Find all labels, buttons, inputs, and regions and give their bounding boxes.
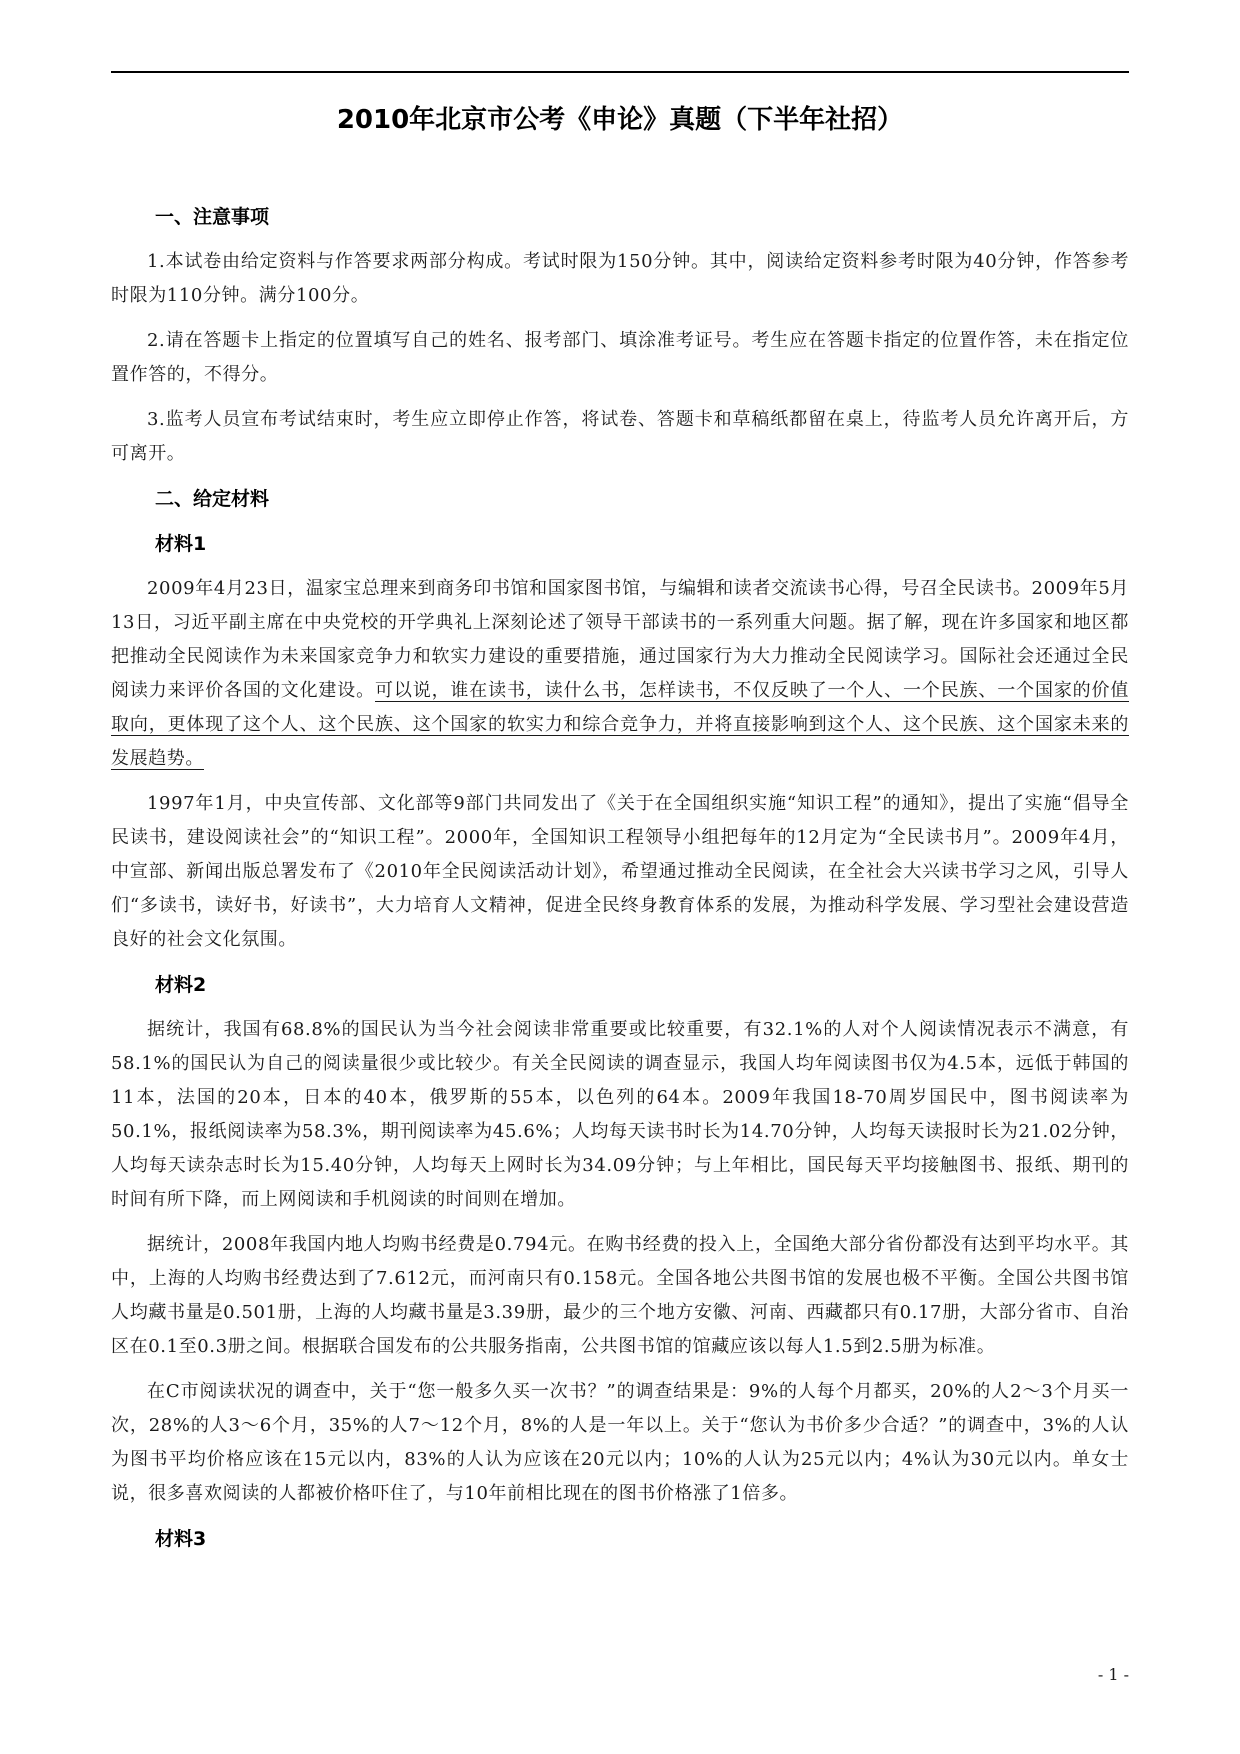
material-1-paragraph-1-text: 2009年4月23日，温家宝总理来到商务印书馆和国家图书馆，与编辑和读者交流读书心得，号召全民读书。2009年5月13日，习近平副主席在中央党校的开学典礼上深刻论述了领导干部读书的一系列重大问题。据了解，现在许多国家和地区都把推动全民阅读作为未来国家竞争力和软实力建设的重要措施，通过国家行为大力推动全民阅读学习。国际社会还通过全民阅读力来评价各国的文化建设。 <box>111 578 1129 701</box>
material-1-paragraph-2: 1997年1月，中央宣传部、文化部等9部门共同发出了《关于在全国组织实施“知识工程”的通知》，提出了实施“倡导全民读书，建设阅读社会”的“知识工程”。2000年，全国知识工程领导小组把每年的12月定为“全民读书月”。2009年4月，中宣部、新闻出版总署发布了《2010年全民阅读活动计划》，希望通过推动全民阅读，在全社会大兴读书学习之风，引导人们“多读书，读好书，好读书”，大力培育人文精神，促进全民终身教育体系的发展，为推动科学发展、学习型社会建设营造良好的社会文化氛围。 <box>111 793 1129 950</box>
material-1-underlined-sentence: 可以说，谁在读书，读什么书，怎样读书，不仅反映了一个人、一个民族、一个国家的价值取向，更体现了这个人、这个民族、这个国家的软实力和综合竞争力，并将直接影响到这个人、这个民族、这个国家未来的发展趋势。 <box>111 680 1129 769</box>
material-2-paragraph-1: 据统计，我国有68.8%的国民认为当今社会阅读非常重要或比较重要，有32.1%的人对个人阅读情况表示不满意，有58.1%的国民认为自己的阅读量很少或比较少。有关全民阅读的调查显示，我国人均年阅读图书仅为4.5本，远低于韩国的11本，法国的20本，日本的40本，俄罗斯的55本，以色列的64本。2009年我国18-70周岁国民中，图书阅读率为50.1%，报纸阅读率为58.3%，期刊阅读率为45.6%；人均每天读书时长为14.70分钟，人均每天读报时长为21.02分钟，人均每天读杂志时长为15.40分钟，人均每天上网时长为34.09分钟；与上年相比，国民每天平均接触图书、报纸、期刊的时间有所下降，而上网阅读和手机阅读的时间则在增加。 <box>111 1019 1129 1210</box>
material-3-heading: 材料3 <box>155 1528 207 1550</box>
material-2-paragraph-3: 在C市阅读状况的调查中，关于“您一般多久买一次书？”的调查结果是：9%的人每个月都买，20%的人2～3个月买一次，28%的人3～6个月，35%的人7～12个月，8%的人是一年以上。关于“您认为书价多少合适？”的调查中，3%的人认为图书平均价格应该在15元以内，83%的人认为应该在20元以内；10%的人认为25元以内；4%认为30元以内。单女士说，很多喜欢阅读的人都被价格吓住了，与10年前相比现在的图书价格涨了1倍多。 <box>111 1381 1129 1504</box>
notice-item-1: 1.本试卷由给定资料与作答要求两部分构成。考试时限为150分钟。其中，阅读给定资料参考时限为40分钟，作答参考时限为110分钟。满分100分。 <box>111 251 1129 306</box>
notice-item-3: 3.监考人员宣布考试结束时，考生应立即停止作答，将试卷、答题卡和草稿纸都留在桌上，待监考人员允许离开后，方可离开。 <box>111 409 1129 464</box>
document-title: 2010年北京市公考《申论》真题（下半年社招） <box>336 105 904 135</box>
material-1-paragraph-1 <box>111 572 1129 776</box>
material-2-heading: 材料2 <box>155 974 207 996</box>
document-body <box>111 200 1129 1567</box>
page-number: - 1 - <box>1097 1665 1129 1684</box>
section-heading-materials: 二、给定材料 <box>155 488 270 510</box>
notice-item-2: 2.请在答题卡上指定的位置填写自己的姓名、报考部门、填涂准考证号。考生应在答题卡指定的位置作答，未在指定位置作答的，不得分。 <box>111 330 1129 385</box>
section-heading-notice: 一、注意事项 <box>155 206 270 228</box>
material-2-paragraph-2: 据统计，2008年我国内地人均购书经费是0.794元。在购书经费的投入上，全国绝大部分省份都没有达到平均水平。其中，上海的人均购书经费达到了7.612元，而河南只有0.158元。全国各地公共图书馆的发展也极不平衡。全国公共图书馆人均藏书量是0.501册，上海的人均藏书量是3.39册，最少的三个地方安徽、河南、西藏都只有0.17册，大部分省市、自治区在0.1至0.3册之间。根据联合国发布的公共服务指南，公共图书馆的馆藏应该以每人1.5到2.5册为标准。 <box>111 1234 1129 1357</box>
header-rule <box>111 71 1129 73</box>
material-1-heading: 材料1 <box>155 533 207 555</box>
